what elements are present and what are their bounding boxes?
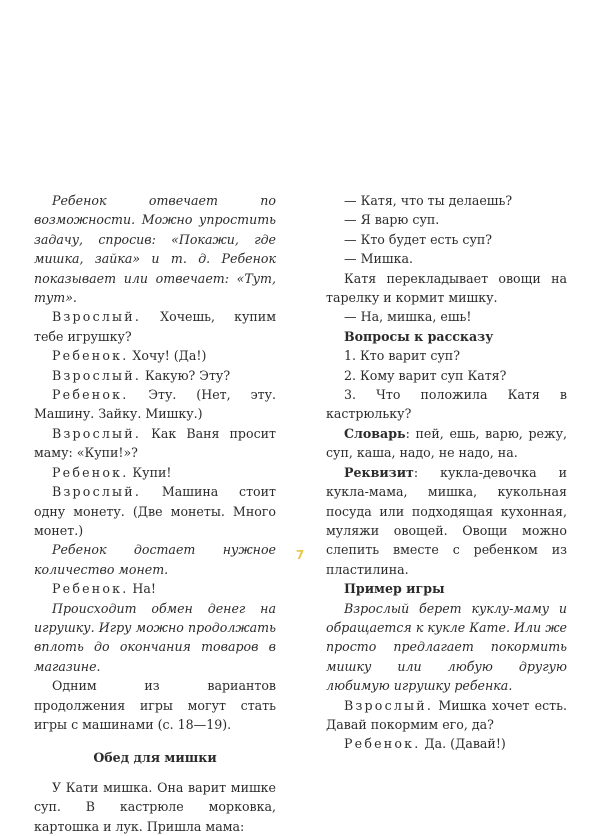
page-number: 7	[295, 548, 305, 562]
left-column	[34, 191, 276, 836]
speaker-label: Взрослый.	[52, 367, 142, 383]
props-label: Реквизит	[344, 464, 414, 480]
speaker-label: Ребенок.	[52, 464, 129, 480]
question-item: 1. Кто варит суп?	[344, 348, 460, 364]
dialogue-line: — Я варю суп.	[344, 212, 440, 228]
dialogue-text: Хочу! (Да!)	[128, 348, 207, 364]
paragraph: Одним из вариантов продолжения игры могут стать игры с машинами (с. 18—19).	[34, 678, 276, 732]
dialogue-line: — Катя, что ты делаешь?	[344, 193, 513, 208]
dialogue-line: — Мишка.	[344, 251, 413, 267]
dialogue-text: Да. (Давай!)	[420, 736, 506, 752]
dialogue-line: — На, мишка, ешь!	[344, 309, 472, 325]
dialogue-text: Мишка хочет есть. Давай покормим его, да?	[326, 697, 567, 732]
stage-direction: Происходит обмен денег на игрушку. Игру можно продолжать вплоть до окончания товаров в магазине.	[34, 600, 276, 674]
dialogue-line	[34, 463, 276, 482]
dialogue-line	[34, 307, 276, 346]
vocabulary-text: : пей, ешь, варю, режу, суп, каша, надо, не надо, на.	[326, 425, 567, 461]
speaker-label: Взрослый.	[344, 697, 434, 713]
speaker-label: Взрослый.	[52, 309, 142, 325]
dialogue-line	[34, 385, 276, 424]
stage-direction: Ребенок достает нужное количество монет.	[34, 542, 276, 577]
vocabulary-label: Словарь	[344, 425, 406, 441]
example-heading: Пример игры	[344, 581, 445, 597]
dialogue-text: Хочешь, купим тебе игрушку?	[34, 309, 276, 344]
dialogue-text: Эту. (Нет, эту. Машину. Зайку. Мишку.)	[34, 387, 276, 422]
speaker-label: Ребенок.	[344, 736, 421, 752]
paragraph: Катя перекладывает овощи на тарелку и кормит мишку.	[326, 270, 567, 306]
question-item: 2. Кому варит суп Катя?	[344, 367, 507, 383]
dialogue-line	[34, 579, 276, 598]
speaker-label: Взрослый.	[52, 484, 142, 500]
dialogue-line	[326, 734, 567, 753]
speaker-label: Взрослый.	[52, 425, 142, 441]
speaker-label: Ребенок.	[52, 581, 129, 597]
speaker-label: Ребенок.	[52, 348, 129, 364]
dialogue-line	[34, 366, 276, 385]
dialogue-text: Машина стоит одну монету. (Две монеты. Много монет.)	[34, 484, 276, 538]
section-heading: Обед для мишки	[93, 750, 217, 766]
dialogue-line	[34, 482, 276, 540]
dialogue-line	[34, 346, 276, 365]
question-item: 3. Что положила Катя в кастрюльку?	[326, 387, 567, 422]
vocabulary-paragraph	[326, 424, 567, 463]
right-column	[326, 191, 567, 754]
dialogue-text: Какую? Эту?	[141, 367, 231, 383]
dialogue-text: Купи!	[128, 464, 172, 480]
paragraph: Ребенок отвечает по возможности. Можно упростить задачу, спросив: «Покажи, где мишка, зайка» и т. д. Ребенок показывает или отвечает: «Тут, тут».	[34, 193, 276, 306]
dialogue-text: Как Ваня просит маму: «Купи!»?	[34, 425, 276, 461]
dialogue-line	[326, 696, 567, 735]
questions-heading: Вопросы к рассказу	[344, 328, 494, 344]
paragraph: У Кати мишка. Она варит мишке суп. В кастрюле морковка, картошка и лук. Пришла мама:	[34, 779, 276, 834]
props-text: : кукла-девочка и кукла-мама, мишка, кукольная посуда или подходящая кухонная, муляжи овощей. Овощи можно слепить вместе с ребенком из пластилина.	[326, 464, 567, 577]
dialogue-line: — Кто будет есть суп?	[344, 231, 493, 247]
dialogue-line	[34, 424, 276, 463]
dialogue-text: На!	[128, 581, 156, 597]
stage-direction: Взрослый берет куклу-маму и обращается к кукле Кате. Или же просто предлагает покормить мишку или любую другую любимую игрушку ребенка.	[326, 600, 567, 694]
speaker-label: Ребенок.	[52, 387, 129, 403]
